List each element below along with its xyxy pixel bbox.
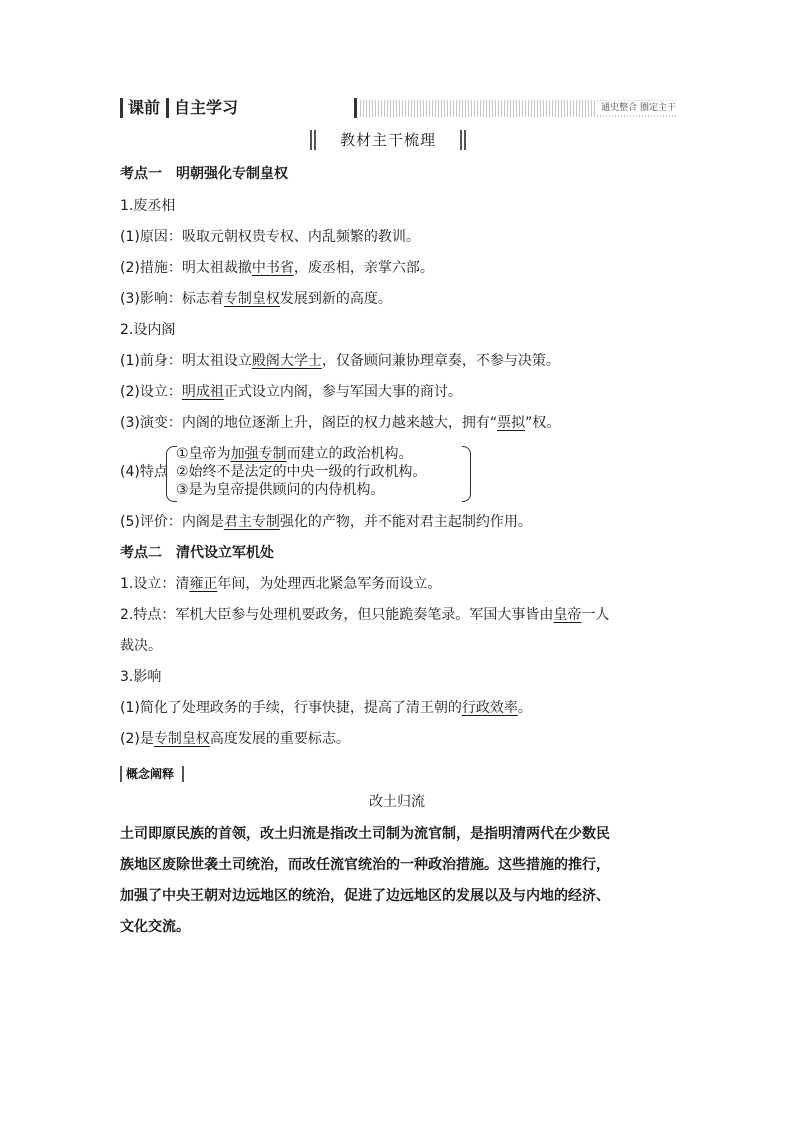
header-divider xyxy=(354,98,357,118)
kp1-s2-line3: (3)演变：内阁的地位逐渐上升，阁臣的权力越来越大，拥有“票拟”权。 xyxy=(120,415,561,431)
concept-paragraph-line2: 族地区废除世袭土司统治，而改任流官统治的一种政治措施。这些措施的推行， xyxy=(120,857,610,873)
kp1-s1-line2: (2)措施：明太祖裁撤中书省，废丞相，亲掌六部。 xyxy=(120,260,434,276)
features-label: (4)特点 xyxy=(120,464,168,480)
kp2-line1: 1.设立：清雍正年间，为处理西北紧急军务而设立。 xyxy=(120,576,442,592)
concept-title: 改土归流 xyxy=(369,794,425,810)
kp2-line2: 2.特点：军机大臣参与处理机要政务，但只能跪奏笔录。军国大事皆由皇帝一人 xyxy=(120,607,610,623)
feature-item-2: ②始终不是法定的中央一级的行政机构。 xyxy=(176,464,427,480)
kp1-s2-title: 2.设内阁 xyxy=(120,322,176,338)
kp1-s1-line3: (3)影响：标志着专制皇权发展到新的高度。 xyxy=(120,291,392,307)
kp1-title: 考点一 明朝强化专制皇权 xyxy=(120,166,288,182)
section-title-text: 教材主干梳理 xyxy=(339,131,436,149)
kp1-s1-line1: (1)原因：吸取元朝权贵专权、内乱频繁的教训。 xyxy=(120,229,420,245)
header-part1: 课前 xyxy=(128,98,161,117)
kp1-s2-line5: (5)评价：内阁是君主专制强化的产物，并不能对君主起制约作用。 xyxy=(120,514,532,530)
features-brace-right xyxy=(462,446,471,502)
header-part2: 自主学习 xyxy=(174,98,239,117)
kp2-line4: (2)是专制皇权高度发展的重要标志。 xyxy=(120,731,350,747)
header-subtitle: 通史整合 圈定主干 xyxy=(595,101,678,115)
kp1-s2-line2: (2)设立：明成祖正式设立内阁，参与军国大事的商讨。 xyxy=(120,384,462,400)
section-header xyxy=(120,98,678,120)
concept-paragraph-line3: 加强了中央王朝对边远地区的统治，促进了边远地区的发展以及与内地的经济、 xyxy=(120,888,610,904)
kp2-title: 考点二 清代设立军机处 xyxy=(120,545,274,561)
concept-paragraph-line4: 文化交流。 xyxy=(120,919,190,935)
kp2-line3: (1)简化了处理政务的手续，行事快捷，提高了清王朝的行政效率。 xyxy=(120,700,532,716)
header-divider xyxy=(166,98,169,118)
feature-item-3: ③是为皇帝提供顾问的内侍机构。 xyxy=(176,482,385,498)
kp2-s3-title: 3.影响 xyxy=(120,669,162,685)
concept-tag-text: 概念阐释 xyxy=(126,767,175,781)
section-title xyxy=(310,128,466,152)
kp1-s1-title: 1.废丞相 xyxy=(120,198,176,214)
feature-item-1: ①皇帝为加强专制而建立的政治机构。 xyxy=(176,446,413,462)
kp2-line2-cont: 裁决。 xyxy=(120,638,162,654)
kp1-s2-line1: (1)前身：明太祖设立殿阁大学士，仅备顾问兼协理章奏，不参与决策。 xyxy=(120,353,560,369)
concept-paragraph-line1: 土司即原民族的首领，改土归流是指改土司制为流官制，是指明清两代在少数民 xyxy=(120,826,610,842)
header-divider xyxy=(120,98,123,118)
